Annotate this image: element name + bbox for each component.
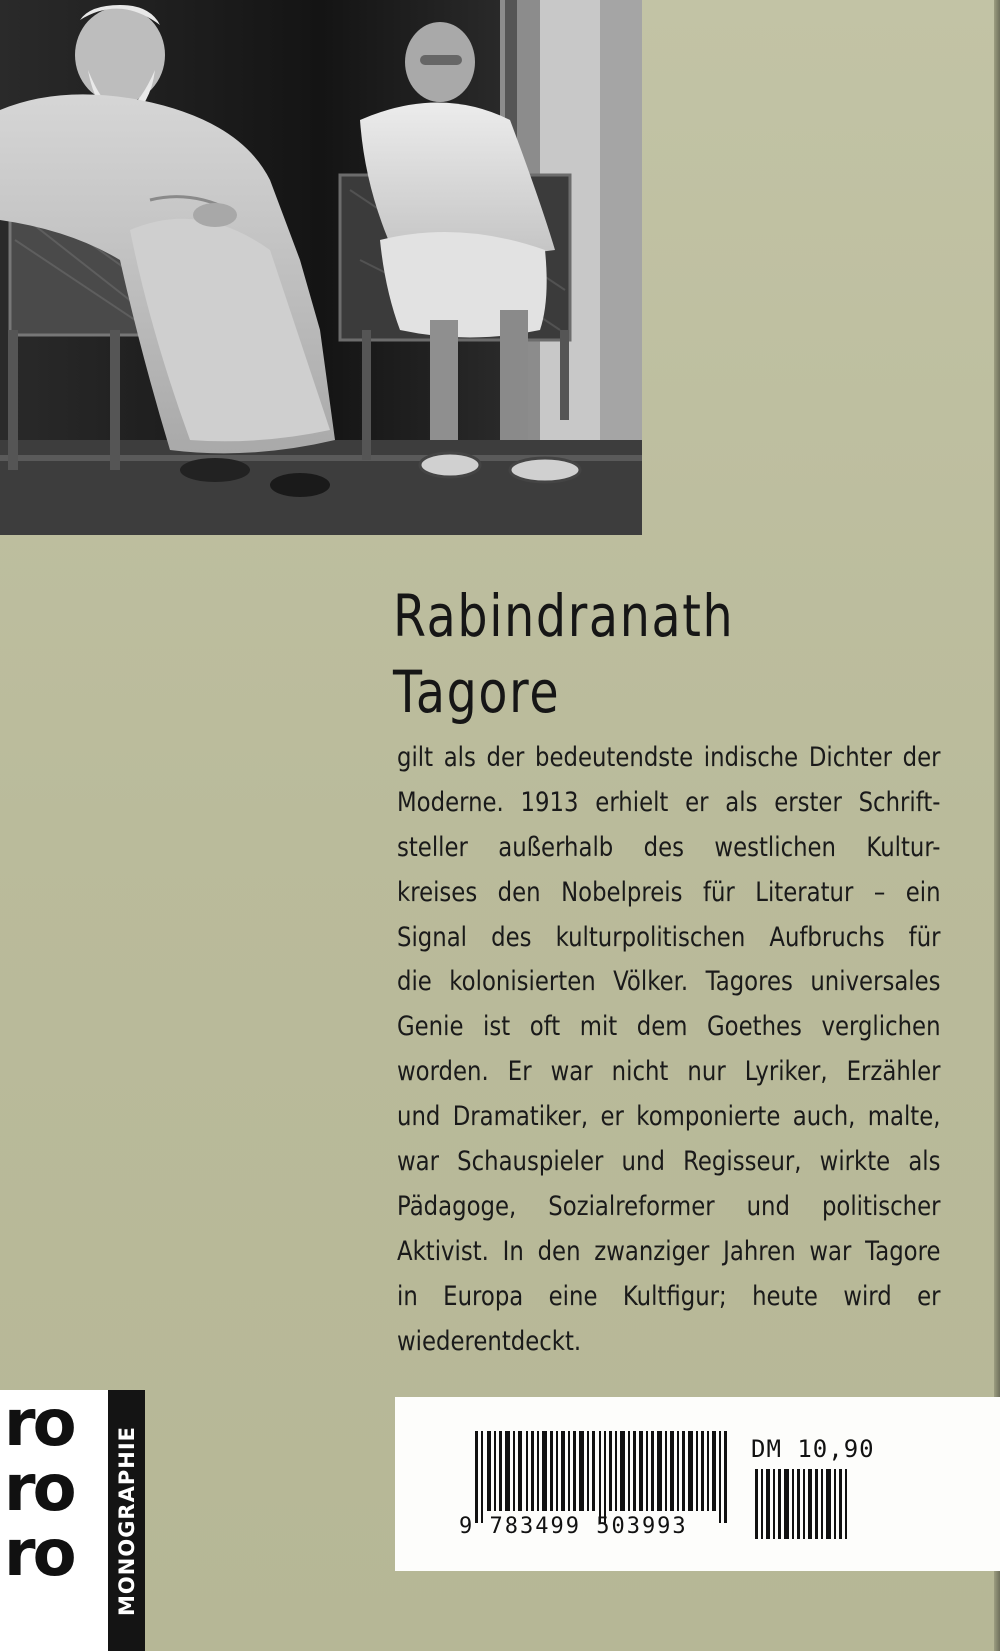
logo-ro-1: ro [4, 1387, 74, 1461]
price-label: DM 10,90 [751, 1435, 875, 1463]
blurb-line: kreises den Nobelpreis für Literatur – ein [397, 876, 941, 908]
logo-ro-3: ro [4, 1517, 74, 1591]
isbn-number: 9 783499 503993 [459, 1514, 688, 1539]
blurb-line: worden. Er war nicht nur Lyriker, Erzähler [397, 1056, 941, 1088]
blurb-line: und Dramatiker, er komponierte auch, malte, [397, 1101, 941, 1133]
blurb-line: in Europa eine Kultfigur; heute wird er [397, 1280, 941, 1312]
title-line-1: Rabindranath [393, 582, 735, 650]
blurb-line: Signal des kulturpolitischen Aufbruchs für [397, 921, 941, 953]
series-label [108, 1390, 145, 1651]
blurb-line: Moderne. 1913 erhielt er als erster Schrift- [397, 786, 941, 818]
blurb-line: Pädagoge, Sozialreformer und politischer [397, 1190, 941, 1222]
series-label-text: MONOGRAPHIE [114, 1425, 139, 1616]
blurb-line: gilt als der bedeutendste indische Dichter der [397, 742, 941, 773]
blurb-line: Aktivist. In den zwanziger Jahren war Tagore [397, 1235, 941, 1267]
barcode-icon [395, 1397, 1000, 1571]
title-line-2: Tagore [393, 658, 561, 726]
blurb-line: steller außerhalb des westlichen Kultur- [397, 831, 941, 863]
barcode-panel [395, 1397, 1000, 1571]
book-title [393, 578, 852, 730]
photo-icon [0, 0, 642, 535]
logo-ro-2: ro [4, 1452, 74, 1526]
blurb-line: die kolonisierten Völker. Tagores universales [397, 966, 941, 998]
rororo-logo [0, 1387, 145, 1651]
cover-photo [0, 0, 642, 535]
blurb-line: wiederentdeckt. [397, 1325, 582, 1357]
blurb-text [397, 736, 941, 1364]
blurb-line: Genie ist oft mit dem Goethes verglichen [397, 1011, 941, 1043]
blurb-line: war Schauspieler und Regisseur, wirkte als [397, 1146, 941, 1178]
